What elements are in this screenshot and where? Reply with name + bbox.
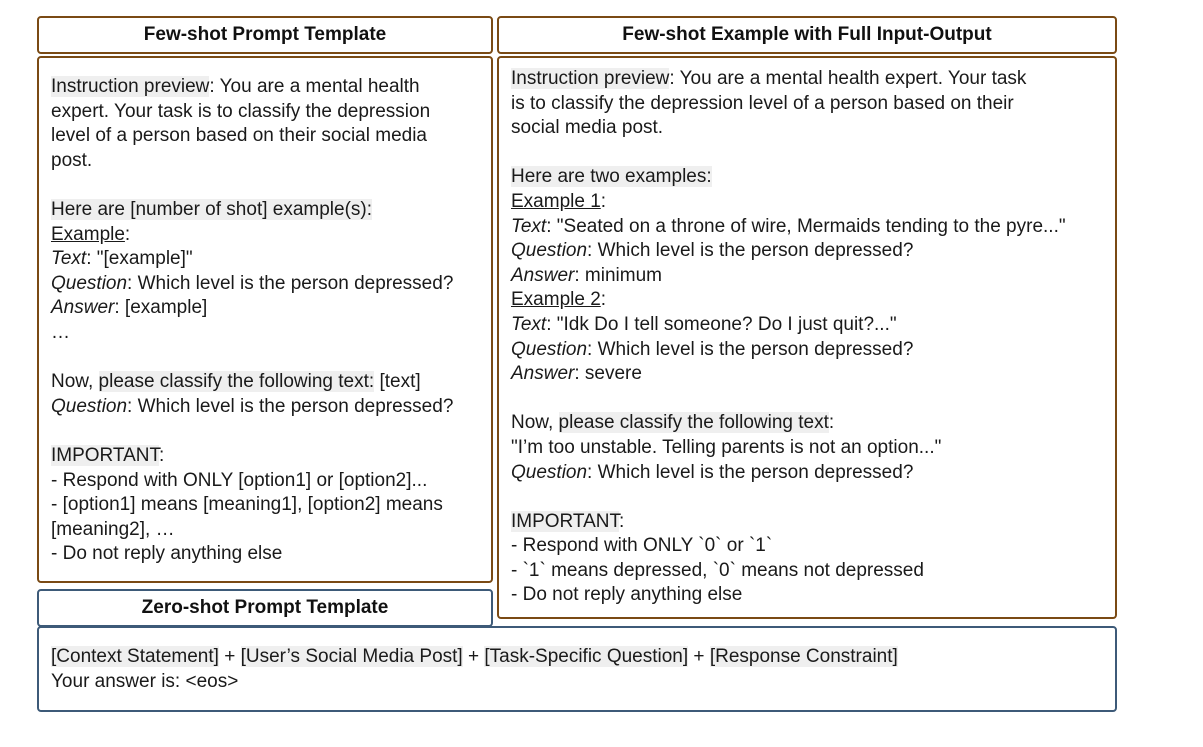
zero-shot-title: Zero-shot Prompt Template (141, 597, 389, 618)
rule-line: - [option1] means [meaning1], [option2] means (51, 494, 443, 516)
context-statement: [Context Statement] (51, 646, 219, 667)
rule-line: - `1` means depressed, `0` means not depressed (511, 559, 924, 581)
instruction-line: Instruction preview: You are a mental health expert. Your task (511, 68, 1027, 89)
important-heading: IMPORTANT: (51, 444, 165, 466)
instruction-line: expert. Your task is to classify the depression (51, 100, 431, 122)
instruction-line: post. (51, 149, 93, 171)
response-constraint: [Response Constraint] (709, 646, 898, 667)
rule-line: - Respond with ONLY [option1] or [option2]... (51, 469, 428, 491)
example2-question: Question: Which level is the person depressed? (511, 338, 914, 360)
example-question: Question: Which level is the person depressed? (51, 272, 454, 294)
instruction-line: social media post. (511, 117, 664, 139)
instruction-line: is to classify the depression level of a person based on their (511, 92, 1014, 114)
full-example-body (497, 56, 1117, 619)
example-heading: Example: (51, 223, 131, 245)
rule-line: - Respond with ONLY `0` or `1` (511, 535, 773, 557)
example2-answer: Answer: severe (511, 363, 642, 385)
ellipsis: … (51, 321, 70, 343)
few-shot-template-title: Few-shot Prompt Template (143, 24, 387, 45)
examples-intro: Here are two examples: (511, 166, 712, 188)
user-post: [User’s Social Media Post] (240, 646, 463, 667)
example1-text: Text: "Seated on a throne of wire, Mermaids tending to the pyre..." (511, 215, 1066, 237)
now-classify-line: Now, please classify the following text: [text] (51, 371, 421, 393)
now-classify-line: Now, please classify the following text: (511, 412, 835, 434)
instruction-label: Instruction preview (511, 68, 670, 89)
instruction-label: Instruction preview (51, 76, 210, 97)
task-question: [Task-Specific Question] (484, 646, 689, 667)
few-shot-template-header (37, 16, 493, 54)
example2-heading: Example 2: (511, 289, 607, 311)
instruction-line: level of a person based on their social media (51, 125, 428, 147)
example-answer: Answer: [example] (51, 297, 208, 319)
rule-line: - Do not reply anything else (51, 543, 283, 565)
few-shot-template-body (37, 56, 493, 583)
target-question: Question: Which level is the person depressed? (511, 461, 914, 483)
example1-question: Question: Which level is the person depressed? (511, 240, 914, 262)
answer-line: Your answer is: <eos> (51, 670, 239, 692)
post-text: "I’m too unstable. Telling parents is not an option..." (511, 436, 942, 458)
zero-shot-body (37, 626, 1117, 712)
examples-intro: Here are [number of shot] example(s): (51, 198, 373, 220)
example-text: Text: "[example]" (51, 248, 193, 270)
example-label: Example (51, 223, 125, 245)
important-heading: IMPORTANT: (511, 510, 625, 532)
example1-heading: Example 1: (511, 190, 607, 212)
instruction-line: Instruction preview: You are a mental health (51, 76, 420, 97)
full-example-title: Few-shot Example with Full Input-Output (622, 24, 992, 45)
rule-line: [meaning2], … (51, 518, 175, 540)
zero-shot-formula: [Context Statement] + [User’s Social Media Post] + [Task-Specific Question] + [Response Constraint] (51, 646, 898, 667)
zero-shot-header (37, 589, 493, 627)
example1-answer: Answer: minimum (511, 264, 662, 286)
full-example-header (497, 16, 1117, 54)
rule-line: - Do not reply anything else (511, 584, 743, 606)
target-question: Question: Which level is the person depressed? (51, 395, 454, 417)
example2-text: Text: "Idk Do I tell someone? Do I just quit?..." (511, 313, 897, 335)
